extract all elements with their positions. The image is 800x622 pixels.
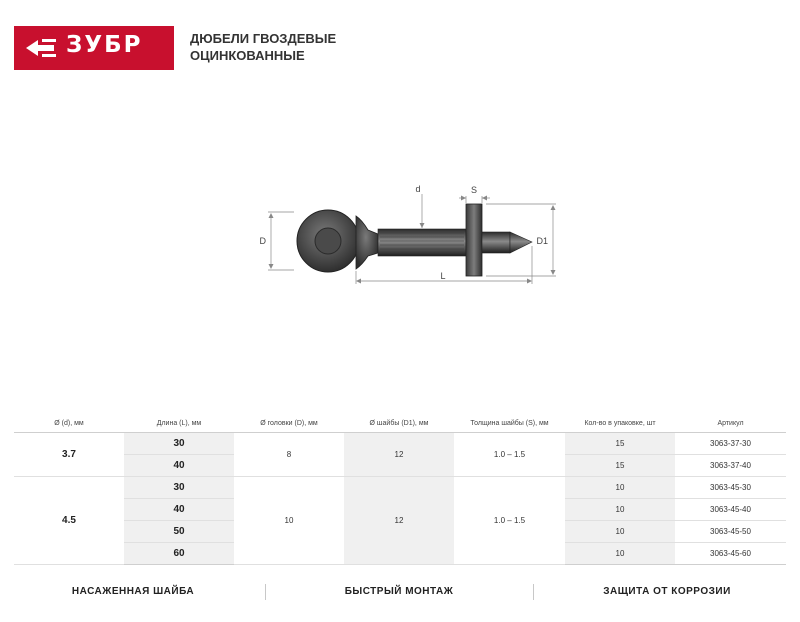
features-bar — [0, 582, 800, 602]
product-title — [190, 30, 336, 64]
cell-length: 30 — [124, 432, 234, 454]
cell-head-diameter: 8 — [234, 432, 344, 476]
product-drawing — [250, 180, 570, 295]
dimension-d — [415, 184, 424, 228]
cell-quantity: 10 — [565, 542, 675, 564]
col-header-head-diameter: Ø головки (D), мм — [234, 415, 344, 432]
cell-article: 3063-45-30 — [675, 476, 786, 498]
cell-diameter: 3.7 — [14, 432, 124, 476]
feature-pressed-washer: НАСАЖЕННАЯ ШАЙБА — [71, 586, 195, 597]
spec-table-header — [14, 415, 786, 432]
product-title-line2: ОЦИНКОВАННЫЕ — [190, 48, 305, 63]
cell-quantity: 10 — [565, 476, 675, 498]
brand-logo — [14, 26, 174, 70]
brand-arrow-icon — [24, 35, 60, 61]
cell-quantity: 10 — [565, 520, 675, 542]
cell-head-diameter: 10 — [234, 476, 344, 564]
cell-quantity: 15 — [565, 454, 675, 476]
cell-washer-diameter: 12 — [344, 432, 454, 476]
dimension-label-D: D — [259, 236, 266, 246]
spec-table — [14, 415, 786, 565]
cell-article: 3063-37-30 — [675, 432, 786, 454]
col-header-length: Длина (L), мм — [124, 415, 234, 432]
dimension-S — [459, 185, 490, 203]
cell-length: 50 — [124, 520, 234, 542]
cell-diameter: 4.5 — [14, 476, 124, 564]
product-title-line1: ДЮБЕЛИ ГВОЗДЕВЫЕ — [190, 31, 337, 46]
col-header-article: Артикул — [675, 415, 786, 432]
cell-washer-diameter: 12 — [344, 476, 454, 564]
dimension-label-L: L — [440, 271, 446, 281]
cell-washer-thickness: 1.0 – 1.5 — [454, 476, 565, 564]
col-header-quantity: Кол-во в упаковке, шт — [565, 415, 675, 432]
dimension-label-S: S — [470, 185, 478, 195]
cell-article: 3063-37-40 — [675, 454, 786, 476]
dimension-D — [260, 212, 295, 270]
table-row — [14, 432, 786, 454]
col-header-diameter: Ø (d), мм — [14, 415, 124, 432]
cell-article: 3063-45-40 — [675, 498, 786, 520]
cell-length: 40 — [124, 454, 234, 476]
cell-length: 30 — [124, 476, 234, 498]
brand-name: ЗУБР — [66, 32, 143, 58]
cell-quantity: 15 — [565, 432, 675, 454]
cell-length: 60 — [124, 542, 234, 564]
col-header-washer-thickness: Толщина шайбы (S), мм — [454, 415, 565, 432]
nail-side-view — [356, 204, 532, 276]
dimension-label-d: d — [415, 184, 421, 194]
nail-head-view — [297, 210, 359, 272]
cell-washer-thickness: 1.0 – 1.5 — [454, 432, 565, 476]
dimension-label-D1: D1 — [536, 236, 548, 246]
feature-quick-install: БЫСТРЫЙ МОНТАЖ — [344, 586, 454, 597]
cell-quantity: 10 — [565, 498, 675, 520]
table-row — [14, 476, 786, 498]
cell-article: 3063-45-60 — [675, 542, 786, 564]
feature-corrosion-protection: ЗАЩИТА ОТ КОРРОЗИИ — [603, 586, 731, 597]
cell-length: 40 — [124, 498, 234, 520]
cell-article: 3063-45-50 — [675, 520, 786, 542]
col-header-washer-diameter: Ø шайбы (D1), мм — [344, 415, 454, 432]
